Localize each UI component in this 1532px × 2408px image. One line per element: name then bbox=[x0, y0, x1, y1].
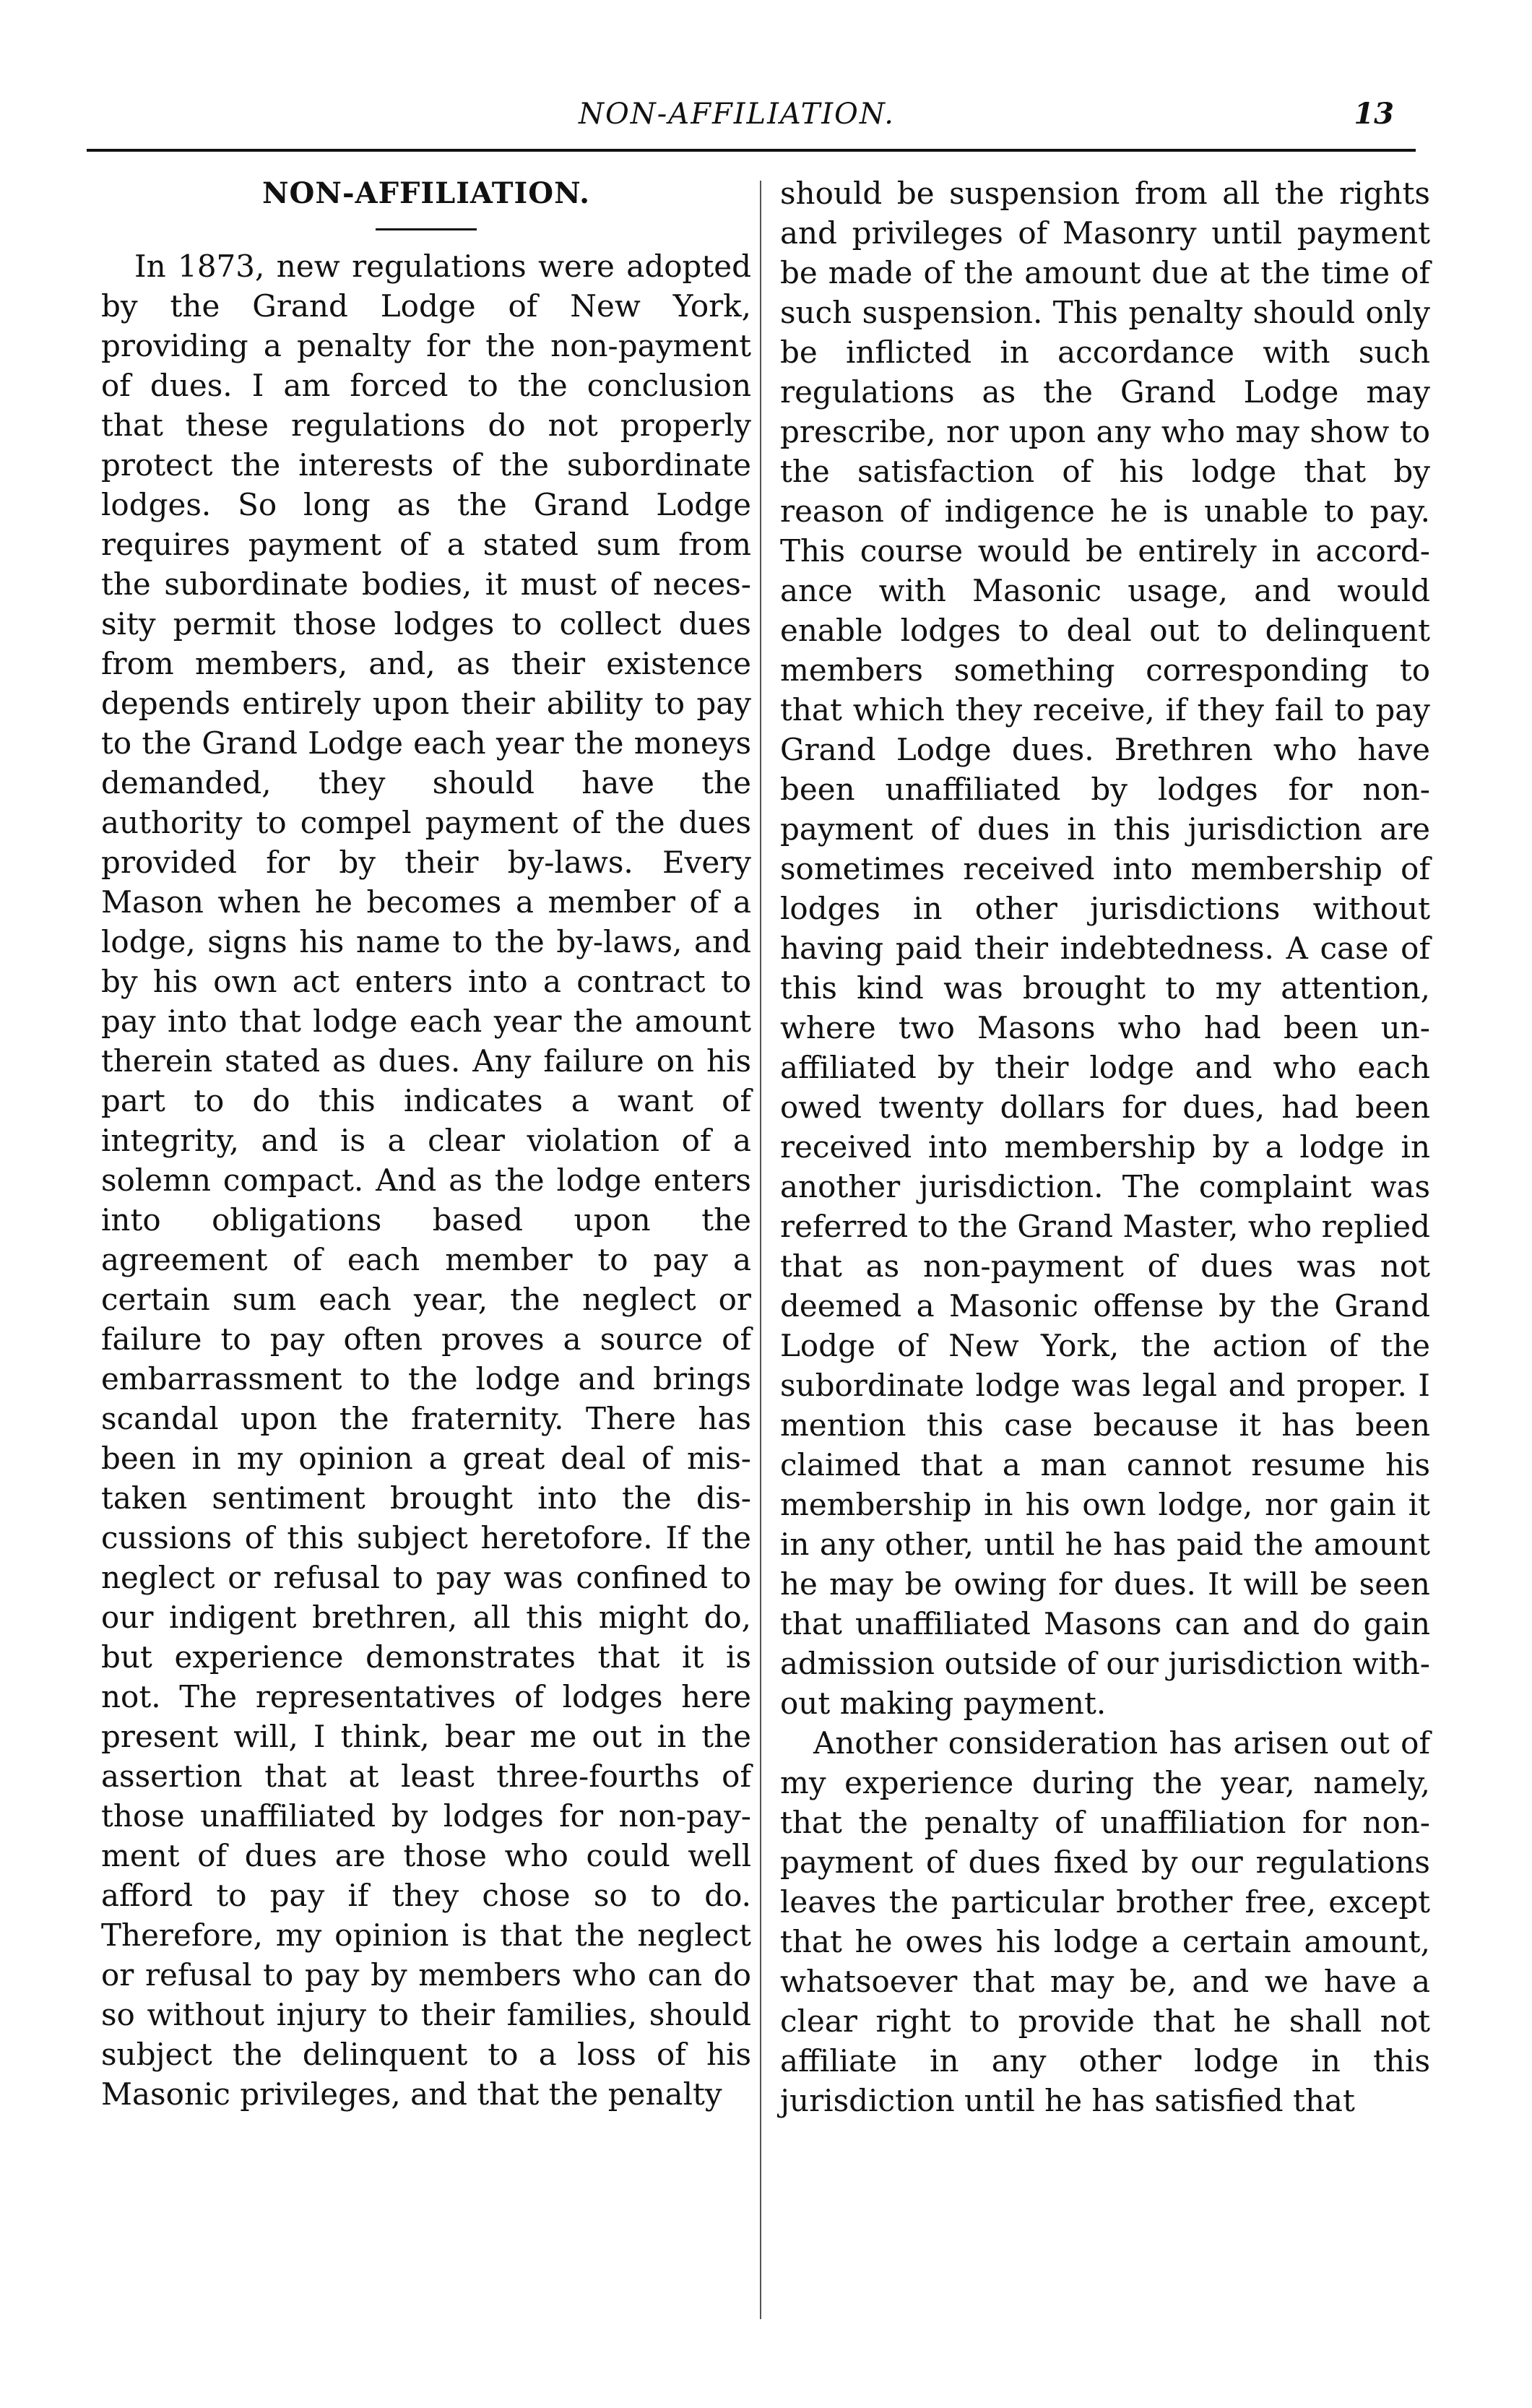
paragraph: In 1873, new regulations were adopted by the Grand Lodge of New York, providing a penalty for the non-payment of dues. I am forced to the conclusion that these regulations do not properly protect the interests of the subordinate lodges. So long as the Grand Lodge requires payment of a stated sum from the subordinate bodies, it must of necessity permit those lodges to collect dues from members, and, as their existence depends entirely upon their ability to pay to the Grand Lodge each year the moneys demanded, they should have the authority to compel payment of the dues provided for by their by-laws. Every Mason when he becomes a member of a lodge, signs his name to the by-laws, and by his own act enters into a contract to pay into that lodge each year the amount therein stated as dues. Any failure on his part to do this indicates a want of integrity, and is a clear violation of a solemn compact. And as the lodge enters into obligations based upon the agreement of each member to pay a certain sum each year, the neglect or failure to pay often proves a source of embarrassment to the lodge and brings scandal upon the fraternity. There has been in my opinion a great deal of mistaken sentiment brought into the discussions of this subject heretofore. If the neglect or refusal to pay was confined to our indigent brethren, all this might do, but experience demonstrates that it is not. The representatives of lodges here present will, I think, bear me out in the assertion that at least three-fourths of those unaffiliated by lodges for non-payment of dues are those who could well afford to pay if they chose so to do. Therefore, my opinion is that the neglect or refusal to pay by members who can do so without injury to their families, should subject the delinquent to a loss of his Masonic privileges, and that the penalty bbox=[101, 249, 751, 2112]
running-head bbox=[87, 92, 1394, 143]
left-column bbox=[101, 173, 751, 2114]
page-number: 13 bbox=[1354, 97, 1394, 131]
column-divider bbox=[760, 181, 761, 2319]
header-rule bbox=[87, 149, 1416, 152]
title-rule bbox=[376, 228, 477, 230]
paragraph: should be suspension from all the rights and privileges of Masonry until payment be made of the amount due at the time of such suspension. This penalty should only be inflicted in accordance with such regulations as the Grand Lodge may prescribe, nor upon any who may show to the satisfaction of his lodge that by reason of indigence he is unable to pay. This course would be entirely in accordance with Masonic usage, and would enable lodges to deal out to delinquent members something corresponding to that which they receive, if they fail to pay Grand Lodge dues. Brethren who have been unaffiliated by lodges for non-payment of dues in this jurisdiction are sometimes received into membership of lodges in other jurisdictions without having paid their indebtedness. A case of this kind was brought to my attention, where two Masons who had been unaffiliated by their lodge and who each owed twenty dollars for dues, had been received into membership by a lodge in another jurisdiction. The complaint was referred to the Grand Master, who replied that as non-payment of dues was not deemed a Masonic offense by the Grand Lodge of New York, the action of the subordinate lodge was legal and proper. I mention this case because it has been claimed that a man cannot resume his membership in his own lodge, nor gain it in any other, until he has paid the amount he may be owing for dues. It will be seen that unaffiliated Masons can and do gain admission outside of our jurisdiction without making payment. bbox=[780, 176, 1430, 1721]
running-title: NON-AFFILIATION. bbox=[579, 98, 895, 131]
section-title: NON-AFFILIATION. bbox=[261, 176, 591, 210]
paragraph: Another consideration has arisen out of my experience during the year, namely, that the penalty of unaffiliation for non-payment of dues fixed by our regulations leaves the particular brother free, except that he owes his lodge a certain amount, whatsoever that may be, and we have a clear right to provide that he shall not affiliate in any other lodge in this jurisdiction until he has satisfied that bbox=[780, 1725, 1430, 2118]
right-column bbox=[780, 173, 1430, 2120]
